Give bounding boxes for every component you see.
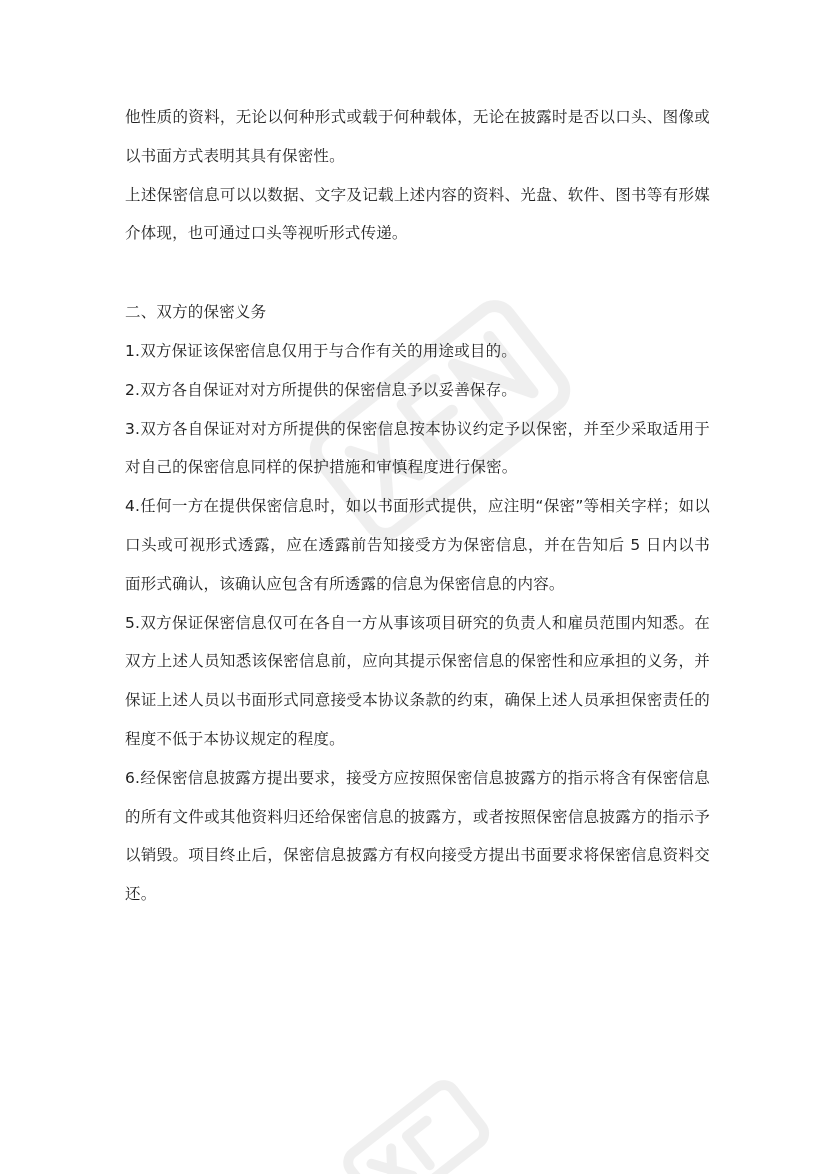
watermark-logo-bottom: [330, 1080, 490, 1174]
clause-6: 6.经保密信息披露方提出要求，接受方应按照保密信息披露方的指示将含有保密信息的所有文件或其他资料归还给保密信息的披露方，或者按照保密信息披露方的指示予以销毁。项目终止后，保密信息披露方有权向接受方提出书面要求将保密信息资料交还。: [125, 768, 710, 904]
paragraph-media-forms: 上述保密信息可以以数据、文字及记载上述内容的资料、光盘、软件、图书等有形媒介体现，也可通过口头等视听形式传递。: [125, 185, 710, 243]
paragraph-intro-continued: 他性质的资料，无论以何种形式或载于何种载体，无论在披露时是否以口头、图像或以书面方式表明其具有保密性。: [125, 108, 710, 165]
clause-5: 5.双方保证保密信息仅可在各自一方从事该项目研究的负责人和雇员范围内知悉。在双方上述人员知悉该保密信息前，应向其提示保密信息的保密性和应承担的义务，并保证上述人员以书面形式同意接受本协议条款的约束，确保上述人员承担保密责任的程度不低于本协议规定的程度。: [125, 613, 710, 748]
section-heading-obligations: 二、双方的保密义务: [125, 303, 267, 322]
clause-1: 1.双方保证该保密信息仅用于与合作有关的用途或目的。: [125, 341, 517, 360]
clause-3: 3.双方各自保证对对方所提供的保密信息按本协议约定予以保密，并至少采取适用于对自己的保密信息同样的保护措施和审慎程度进行保密。: [125, 419, 710, 477]
clause-2: 2.双方各自保证对对方所提供的保密信息予以妥善保存。: [125, 380, 517, 399]
clause-4: 4.任何一方在提供保密信息时，如以书面形式提供，应注明“保密”等相关字样；如以口头或可视形式透露，应在透露前告知接受方为保密信息，并在告知后 5 日内以书面形式确认，该确认应包含有所透露的信息为保密信息的内容。: [125, 497, 710, 593]
document-body: [125, 98, 710, 914]
